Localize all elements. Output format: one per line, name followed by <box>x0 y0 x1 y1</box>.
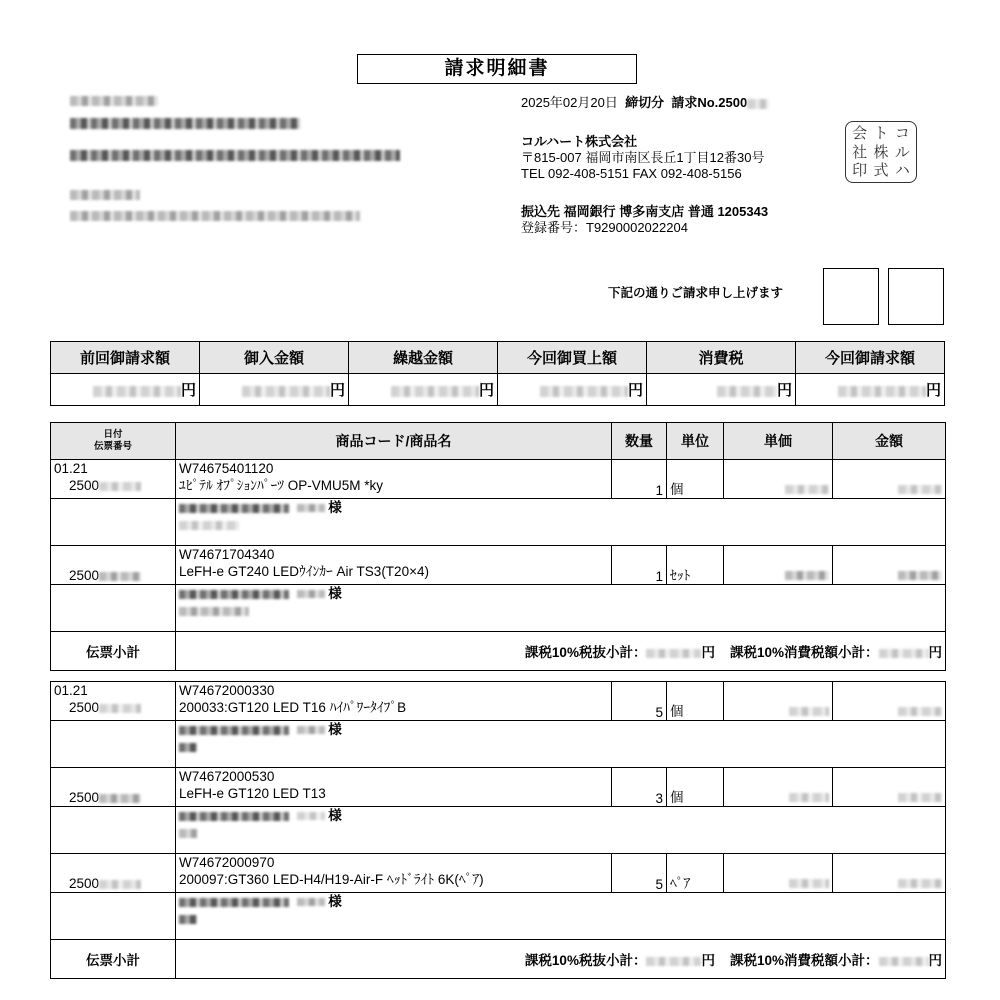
redacted-text <box>789 707 829 716</box>
honorific: 様 <box>328 894 342 909</box>
redacted-text <box>391 386 479 397</box>
table-row: 2500 W74672000530 LeFH-e GT120 LED T13 3 個 <box>51 768 946 807</box>
seal-char: 印 <box>852 161 868 180</box>
unit: 個 <box>667 768 724 807</box>
redacted-text <box>747 99 769 109</box>
redacted-text <box>179 829 197 838</box>
redacted-text <box>297 590 325 598</box>
redacted-text <box>898 793 942 802</box>
product-name: 200033:GT120 LED T16 ﾊｲﾊﾟﾜｰﾀｲﾌﾟB <box>179 700 407 715</box>
summary-value: 円 <box>349 374 498 406</box>
redacted-text <box>540 386 628 397</box>
redacted-text <box>70 118 300 129</box>
redacted-text <box>242 386 330 397</box>
redacted-text <box>179 726 289 735</box>
tax-excl-label: 課税10%税抜小計： <box>524 645 647 660</box>
redacted-text <box>898 485 942 494</box>
subtotal-label: 伝票小計 <box>51 632 176 671</box>
subtotal-row: 伝票小計 課税10%税抜小計： 円 課税10%消費税額小計： 円 <box>51 632 946 671</box>
summary-value: 円 <box>200 374 349 406</box>
product-code: W74672000330 <box>179 683 275 698</box>
unit: 個 <box>667 682 724 721</box>
seal-char: コ <box>894 124 910 142</box>
quantity: 1 <box>612 546 667 585</box>
quantity: 3 <box>612 768 667 807</box>
seal-char: ハ <box>894 161 910 180</box>
redacted-text <box>297 812 325 820</box>
redacted-text <box>297 726 325 734</box>
summary-table <box>50 341 945 406</box>
seal-char: 社 <box>852 142 868 161</box>
redacted-text <box>838 386 926 397</box>
redacted-text <box>179 521 239 530</box>
bank-info: 振込先 福岡銀行 博多南支店 普通 1205343 <box>521 204 769 219</box>
company-phone: TEL 092-408-5151 FAX 092-408-5156 <box>521 166 742 181</box>
header-unit: 単位 <box>667 423 724 460</box>
company-address: 〒815-007 福岡市南区長丘1丁目12番30号 <box>521 150 765 165</box>
table-row <box>51 893 946 940</box>
unit: ﾍﾟｱ <box>667 854 724 893</box>
product-code: W74672000970 <box>179 855 275 870</box>
redacted-text <box>646 957 701 966</box>
seal-char: ト <box>873 124 889 142</box>
table-row <box>51 585 946 632</box>
cutoff-label: 締切分 <box>625 95 665 110</box>
redacted-text <box>785 485 829 494</box>
table-row <box>51 721 946 768</box>
redacted-text <box>70 211 360 221</box>
redacted-text <box>179 898 289 907</box>
invoice-date: 2025年02月20日 <box>521 95 618 110</box>
quantity: 1 <box>612 460 667 499</box>
table-row <box>51 807 946 854</box>
summary-header: 繰越金額 <box>349 342 498 374</box>
redacted-text <box>785 571 829 580</box>
summary-value: 円 <box>796 374 945 406</box>
honorific: 様 <box>328 808 342 823</box>
subtotal-label: 伝票小計 <box>51 940 176 979</box>
product-name: LeFH-e GT120 LED T13 <box>179 786 326 801</box>
summary-header: 消費税 <box>647 342 796 374</box>
approval-box <box>888 268 944 325</box>
redacted-text <box>99 482 141 491</box>
summary-value: 円 <box>647 374 796 406</box>
tax-amount-label: 課税10%消費税額小計： <box>729 953 879 968</box>
summary-header: 御入金額 <box>200 342 349 374</box>
invoice-number: 請求No.2500 <box>671 95 748 110</box>
seal-char: 会 <box>852 124 868 142</box>
seal-char: ル <box>894 142 910 161</box>
company-seal <box>845 121 917 183</box>
product-code: W74671704340 <box>179 547 275 562</box>
product-name: LeFH-e GT240 LEDｳｲﾝｶｰ Air TS3(T20×4) <box>179 564 429 579</box>
redacted-text <box>297 504 325 512</box>
header-amount: 金額 <box>833 423 946 460</box>
unit: ｾｯﾄ <box>667 546 724 585</box>
redacted-text <box>70 96 158 106</box>
invoice-info <box>521 95 769 111</box>
quantity: 5 <box>612 854 667 893</box>
product-name: 200097:GT360 LED-H4/H19-Air-F ﾍｯﾄﾞﾗｲﾄ 6K(ﾍﾟｱ) <box>179 872 484 887</box>
product-code: W74675401120 <box>179 461 274 476</box>
registration-number: 登録番号：T9290002022204 <box>521 220 688 235</box>
product-code: W74672000530 <box>179 769 275 784</box>
table-row: 2500 W74671704340 LeFH-e GT240 LEDｳｲﾝｶｰ Air TS3(T20×4) 1 ｾｯﾄ <box>51 546 946 585</box>
company-name: コルハート株式会社 <box>521 134 638 149</box>
redacted-text <box>93 386 181 397</box>
redacted-text <box>879 957 929 966</box>
header-date-slip: 日付 伝票番号 <box>51 423 176 460</box>
redacted-text <box>99 572 141 581</box>
redacted-text <box>898 571 942 580</box>
summary-value: 円 <box>51 374 200 406</box>
redacted-text <box>99 880 141 889</box>
redacted-text <box>297 898 325 906</box>
tax-amount-label: 課税10%消費税額小計： <box>729 645 879 660</box>
summary-header: 前回御請求額 <box>51 342 200 374</box>
subtotal-row: 伝票小計 課税10%税抜小計： 円 課税10%消費税額小計： 円 <box>51 940 946 979</box>
redacted-text <box>879 649 929 658</box>
redacted-text <box>898 707 942 716</box>
redacted-text <box>70 150 400 161</box>
table-row: 01.21 2500 W74675401120 ﾕﾋﾟﾃﾙ ｵﾌﾟｼｮﾝﾊﾟｰﾂ OP-VMU5M *ky 1 個 <box>51 460 946 499</box>
summary-header: 今回御買上額 <box>498 342 647 374</box>
bank-block <box>521 204 768 236</box>
redacted-text <box>179 504 289 513</box>
honorific: 様 <box>328 500 342 515</box>
redacted-text <box>717 386 777 397</box>
redacted-text <box>70 190 140 200</box>
redacted-text <box>179 812 289 821</box>
redacted-text <box>179 590 289 599</box>
detail-table <box>50 422 946 979</box>
seal-char: 式 <box>873 161 889 180</box>
honorific: 様 <box>328 586 342 601</box>
tax-excl-label: 課税10%税抜小計： <box>524 953 647 968</box>
redacted-text <box>646 649 701 658</box>
header-qty: 数量 <box>612 423 667 460</box>
redacted-text <box>179 915 197 924</box>
table-row: 2500 W74672000970 200097:GT360 LED-H4/H19-Air-F ﾍｯﾄﾞﾗｲﾄ 6K(ﾍﾟｱ) 5 ﾍﾟｱ <box>51 854 946 893</box>
redacted-text <box>99 794 141 803</box>
redacted-text <box>179 743 197 752</box>
document-title: 請求明細書 <box>357 54 637 84</box>
redacted-text <box>789 879 829 888</box>
header-product: 商品コード/商品名 <box>176 423 612 460</box>
header-price: 単価 <box>724 423 833 460</box>
approval-box <box>823 268 879 325</box>
table-row <box>51 499 946 546</box>
honorific: 様 <box>328 722 342 737</box>
redacted-text <box>789 793 829 802</box>
redacted-text <box>99 704 141 713</box>
request-text: 下記の通りご請求申し上げます <box>608 286 784 300</box>
redacted-text <box>179 607 249 616</box>
redacted-text <box>898 879 942 888</box>
summary-value: 円 <box>498 374 647 406</box>
company-block <box>521 134 764 182</box>
table-row: 01.21 2500 W74672000330 200033:GT120 LED T16 ﾊｲﾊﾟﾜｰﾀｲﾌﾟB 5 個 <box>51 682 946 721</box>
quantity: 5 <box>612 682 667 721</box>
unit: 個 <box>667 460 724 499</box>
product-name: ﾕﾋﾟﾃﾙ ｵﾌﾟｼｮﾝﾊﾟｰﾂ OP-VMU5M *ky <box>179 478 384 493</box>
summary-header: 今回御請求額 <box>796 342 945 374</box>
seal-char: 株 <box>873 142 889 161</box>
